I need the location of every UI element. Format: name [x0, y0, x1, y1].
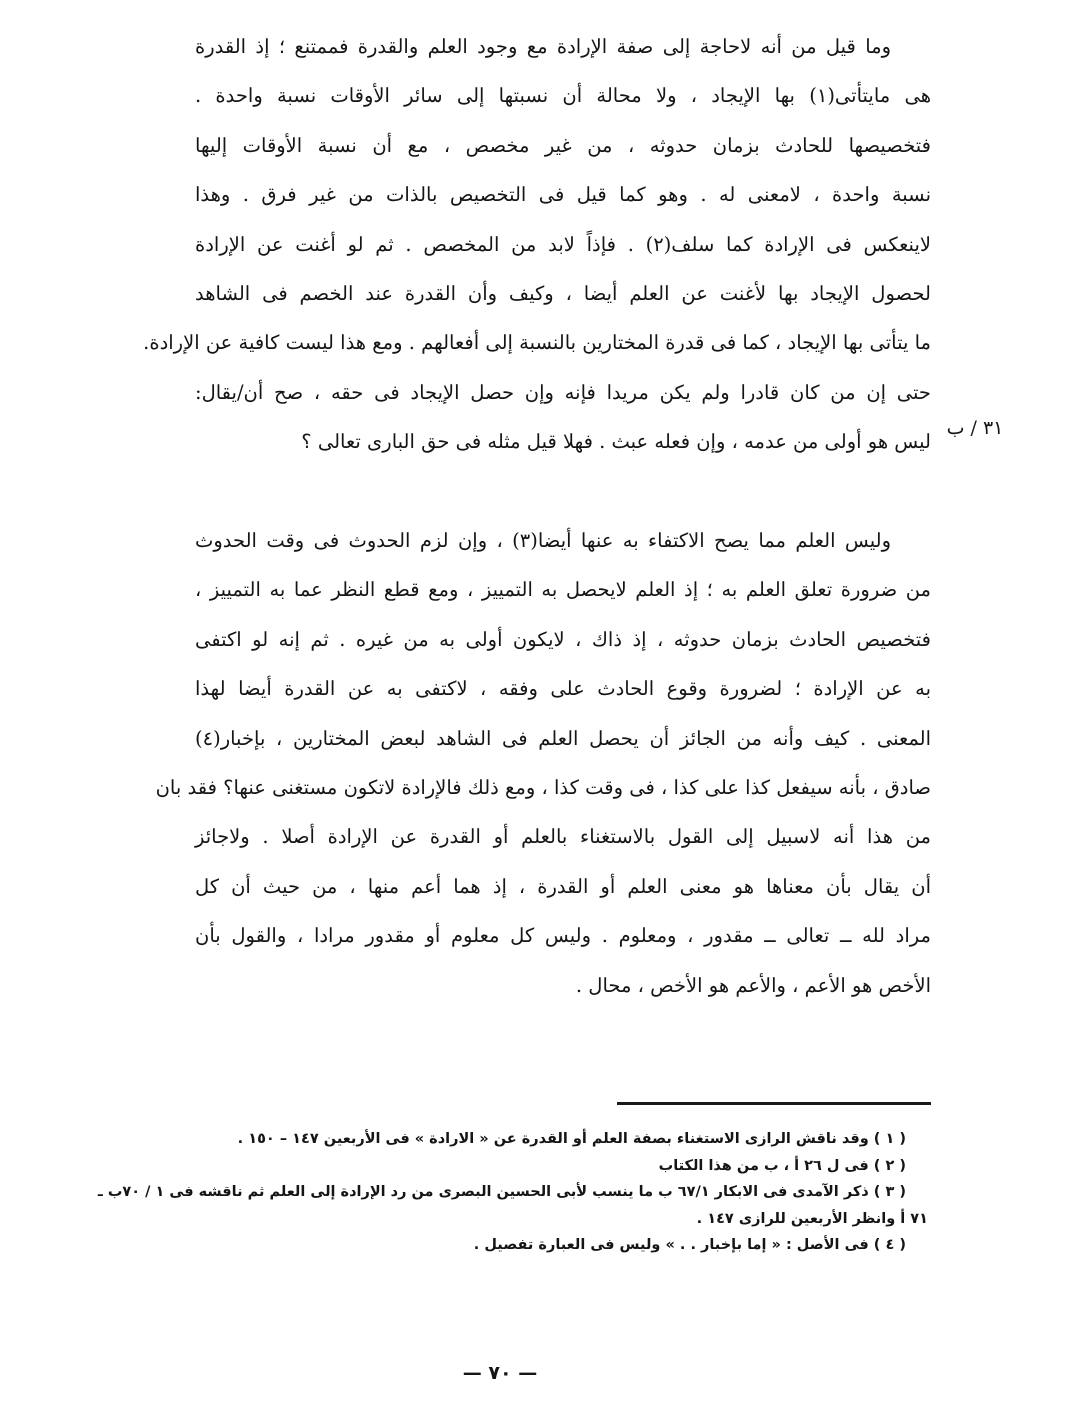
text-line: الأخص هو الأعم ، والأعم هو الأخص ، محال .: [575, 973, 931, 997]
text-line: حتى إن من كان قادرا ولم يكن مريدا فإنه وإن حصل الإيجاد فى حقه ، صح أن/يقال:: [195, 380, 931, 404]
page-number: — ٧٠ —: [462, 1362, 538, 1384]
text-line: لاينعكس فى الإرادة كما سلف(٢) . فإذاً لابد من المخصص . ثم لو أغنت عن الإرادة: [195, 232, 931, 256]
text-line: المعنى . كيف وأنه من الجائز أن يحصل العلم فى الشاهد لبعض المختارين ، بإخبار(٤): [195, 726, 931, 750]
paragraph-2: [155, 516, 931, 1010]
text-line: مراد لله ــ تعالى ــ مقدور ، ومعلوم . وليس كل معلوم أو مقدور مرادا ، والقول بأن: [195, 924, 931, 948]
footnote-1: ( ١ ) وقد ناقش الرازى الاستغناء بصفة العلم أو القدرة عن « الارادة » فى الأربعين ١٤٧ – ١٥٠ .: [237, 1131, 906, 1147]
text-line: هى مايتأتى(١) بها الإيجاد ، ولا محالة أن نسبتها إلى سائر الأوقات نسبة واحدة .: [195, 84, 931, 108]
text-line: ليس هو أولى من عدمه ، وإن فعله عبث . فهلا قيل مثله فى حق البارى تعالى ؟: [301, 430, 931, 454]
text-line: ما يتأتى بها الإيجاد ، كما فى قدرة المختارين بالنسبة إلى أفعالهم . ومع هذا ليست كافية عن الإرادة.: [143, 331, 931, 355]
folio-marker: ٣١ / ب: [946, 417, 1004, 439]
text-line: وليس العلم مما يصح الاكتفاء به عنها أيضا(٣) ، وإن لزم الحدوث فى وقت الحدوث: [195, 529, 892, 552]
paragraph-1: [143, 22, 931, 467]
text-line: من هذا أنه لاسبيل إلى القول بالاستغناء بالعلم أو القدرة عن الإرادة أصلا . ولاجائز: [195, 825, 931, 849]
text-line: وما قيل من أنه لاحاجة إلى صفة الإرادة مع وجود العلم والقدرة فممتنع ؛ إذ القدرة: [195, 35, 891, 58]
text-line: فتخصيصها للحادث بزمان حدوثه ، من غير مخصص ، مع أن نسبة الأوقات إليها: [195, 133, 931, 157]
footnote-2: ( ٢ ) فى ل ٢٦ أ ، ب من هذا الكتاب: [658, 1157, 906, 1174]
text-line: لحصول الإيجاد بها لأغنت عن العلم أيضا ، وكيف وأن القدرة عند الخصم فى الشاهد: [195, 281, 931, 305]
footnote-divider: [617, 1102, 931, 1105]
text-line: من ضرورة تعلق العلم به ؛ إذ العلم لايحصل به التمييز ، ومع قطع النظر عما به التمييز ،: [195, 578, 931, 602]
footnote-4: ( ٤ ) فى الأصل : « إما بإخبار . . » وليس فى العبارة تفصيل .: [473, 1237, 906, 1253]
footnote-3: ( ٣ ) ذكر الآمدى فى الابكار ٦٧/١ ب ما ينسب لأبى الحسين البصرى من رد الإرادة إلى العلم ثم ناقشه فى ١ / ٧٠ب ـ: [97, 1184, 906, 1200]
text-line: به عن الإرادة ؛ لضرورة وقوع الحادث على وفقه ، لاكتفى به عن القدرة أيضا لهذا: [195, 677, 931, 701]
text-line: أن يقال بأن معناها هو معنى العلم أو القدرة ، إذ هما أعم منها ، من حيث أن كل: [195, 874, 931, 898]
footnote-3-continued: ٧١ أ وانظر الأربعين للرازى ١٤٧ .: [696, 1210, 928, 1227]
footnotes: [97, 1126, 928, 1259]
text-line: فتخصيص الحادث بزمان حدوثه ، إذ ذاك ، لايكون أولى به من غيره . ثم إنه لو اكتفى: [195, 627, 931, 651]
text-line: صادق ، بأنه سيفعل كذا على كذا ، فى وقت كذا ، ومع ذلك فالإرادة لاتكون مستغنى عنها؟ فقد بان: [155, 775, 931, 799]
text-line: نسبة واحدة ، لامعنى له . وهو كما قيل فى التخصيص بالذات من غير فرق . وهذا: [195, 183, 931, 207]
